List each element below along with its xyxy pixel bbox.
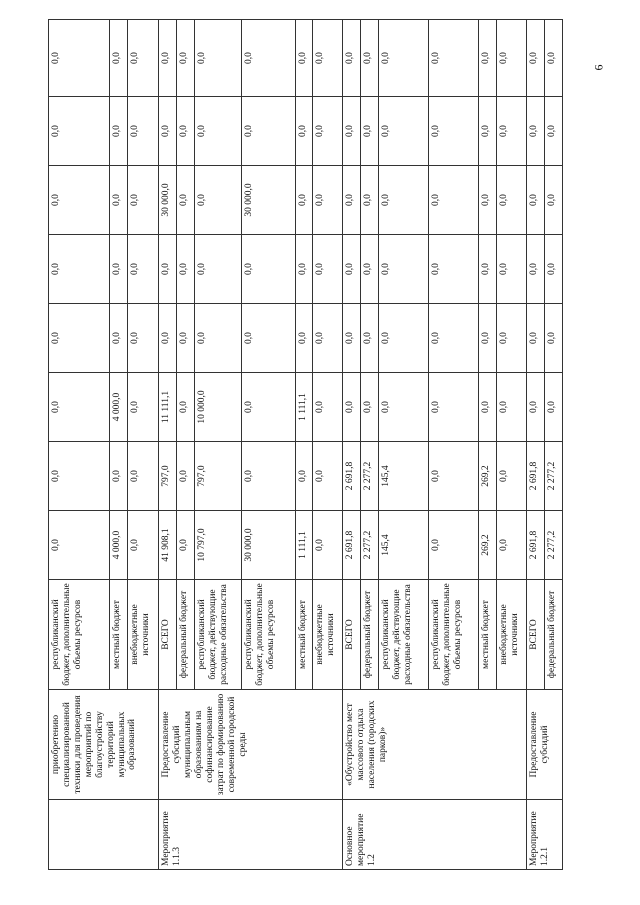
amount-cell: 797,0 (195, 442, 242, 511)
amount-cell: 11 111,1 (159, 373, 177, 442)
funding-source: местный бюджет (295, 580, 313, 690)
amount-cell: 0,0 (497, 373, 527, 442)
amount-cell: 10 797,0 (195, 511, 242, 580)
row-group-code: Мероприятие 1.2.1 (527, 800, 563, 870)
amount-cell: 0,0 (128, 235, 159, 304)
amount-cell: 2 691,8 (527, 442, 545, 511)
amount-cell: 0,0 (497, 235, 527, 304)
funding-source: республиканский бюджет, дополнительные объемы ресурсов (241, 580, 295, 690)
amount-cell: 0,0 (379, 373, 429, 442)
amount-cell: 0,0 (479, 373, 497, 442)
funding-source: республиканский бюджет, дополнительные объемы ресурсов (429, 580, 479, 690)
amount-cell: 0,0 (343, 166, 361, 235)
amount-cell: 0,0 (295, 235, 313, 304)
amount-cell: 0,0 (110, 304, 128, 373)
table-row (527, 20, 545, 870)
amount-cell: 0,0 (497, 511, 527, 580)
amount-cell: 0,0 (313, 304, 343, 373)
row-group-code: Основное мероприятие 1.2 (343, 800, 527, 870)
funding-source: внебюджетные источники (128, 580, 159, 690)
funding-source: внебюджетные источники (497, 580, 527, 690)
row-group-code: Мероприятие 1.1.3 (159, 800, 343, 870)
amount-cell: 0,0 (429, 373, 479, 442)
amount-cell: 0,0 (497, 97, 527, 166)
amount-cell: 0,0 (545, 373, 563, 442)
amount-cell: 0,0 (110, 97, 128, 166)
amount-cell: 0,0 (479, 20, 497, 97)
amount-cell: 0,0 (195, 166, 242, 235)
funding-source: внебюджетные источники (313, 580, 343, 690)
amount-cell: 0,0 (527, 235, 545, 304)
amount-cell: 0,0 (479, 304, 497, 373)
amount-cell: 0,0 (128, 166, 159, 235)
amount-cell: 0,0 (177, 511, 195, 580)
amount-cell: 0,0 (545, 166, 563, 235)
amount-cell: 0,0 (429, 166, 479, 235)
amount-cell: 2 277,2 (361, 442, 379, 511)
funding-source: республиканский бюджет, действующие расходные обязательства (195, 580, 242, 690)
funding-source: ВСЕГО (159, 580, 177, 690)
funding-source: республиканский бюджет, дополнительные объемы ресурсов (49, 580, 110, 690)
amount-cell: 0,0 (177, 442, 195, 511)
amount-cell: 0,0 (128, 97, 159, 166)
amount-cell: 2 691,8 (343, 442, 361, 511)
amount-cell: 0,0 (159, 235, 177, 304)
amount-cell: 0,0 (379, 97, 429, 166)
amount-cell: 0,0 (110, 20, 128, 97)
amount-cell: 0,0 (361, 373, 379, 442)
amount-cell: 0,0 (361, 20, 379, 97)
amount-cell: 0,0 (128, 511, 159, 580)
amount-cell: 0,0 (527, 373, 545, 442)
amount-cell: 0,0 (313, 97, 343, 166)
amount-cell: 0,0 (295, 20, 313, 97)
funding-source: местный бюджет (110, 580, 128, 690)
row-group-code (49, 800, 159, 870)
amount-cell: 0,0 (177, 20, 195, 97)
amount-cell: 0,0 (295, 97, 313, 166)
amount-cell: 0,0 (379, 166, 429, 235)
amount-cell: 0,0 (195, 304, 242, 373)
amount-cell: 0,0 (195, 20, 242, 97)
amount-cell: 0,0 (110, 442, 128, 511)
table-row (159, 20, 177, 870)
funding-source: ВСЕГО (527, 580, 545, 690)
funding-source: ВСЕГО (343, 580, 361, 690)
amount-cell: 0,0 (159, 20, 177, 97)
amount-cell: 0,0 (379, 20, 429, 97)
amount-cell: 0,0 (527, 20, 545, 97)
amount-cell: 0,0 (429, 20, 479, 97)
row-group-name: приобретению специализированной техники для проведения мероприятий по благоустройству территорий муниципальных образований (49, 690, 159, 800)
amount-cell: 0,0 (177, 304, 195, 373)
amount-cell: 0,0 (545, 20, 563, 97)
amount-cell: 0,0 (497, 442, 527, 511)
amount-cell: 0,0 (177, 166, 195, 235)
amount-cell: 0,0 (195, 97, 242, 166)
amount-cell: 0,0 (241, 373, 295, 442)
amount-cell: 0,0 (128, 373, 159, 442)
amount-cell: 30 000,0 (241, 511, 295, 580)
amount-cell: 0,0 (295, 442, 313, 511)
table-row (343, 20, 361, 870)
amount-cell: 269,2 (479, 442, 497, 511)
amount-cell: 0,0 (545, 304, 563, 373)
amount-cell: 2 277,2 (545, 511, 563, 580)
funding-source: республиканский бюджет, действующие расходные обязательства (379, 580, 429, 690)
amount-cell: 2 691,8 (527, 511, 545, 580)
table-row (49, 20, 110, 870)
amount-cell: 0,0 (241, 235, 295, 304)
amount-cell: 0,0 (159, 304, 177, 373)
amount-cell: 0,0 (361, 304, 379, 373)
funding-source: федеральный бюджет (361, 580, 379, 690)
page-number: 6 (591, 64, 606, 71)
amount-cell: 0,0 (545, 97, 563, 166)
amount-cell: 0,0 (343, 20, 361, 97)
funding-source: местный бюджет (479, 580, 497, 690)
amount-cell: 0,0 (343, 235, 361, 304)
amount-cell: 0,0 (479, 166, 497, 235)
amount-cell: 0,0 (295, 166, 313, 235)
amount-cell: 0,0 (343, 97, 361, 166)
amount-cell: 0,0 (361, 235, 379, 304)
amount-cell: 10 000,0 (195, 373, 242, 442)
amount-cell: 0,0 (159, 97, 177, 166)
amount-cell: 0,0 (313, 166, 343, 235)
amount-cell: 0,0 (429, 304, 479, 373)
amount-cell: 2 691,8 (343, 511, 361, 580)
amount-cell: 0,0 (49, 20, 110, 97)
rotated-content (48, 30, 563, 870)
amount-cell: 0,0 (527, 97, 545, 166)
row-group-name: «Обустройство мест массового отдыха населения (городских парков)» (343, 690, 527, 800)
amount-cell: 0,0 (241, 304, 295, 373)
amount-cell: 0,0 (295, 304, 313, 373)
amount-cell: 0,0 (177, 373, 195, 442)
amount-cell: 0,0 (527, 166, 545, 235)
amount-cell: 0,0 (313, 373, 343, 442)
amount-cell: 0,0 (110, 235, 128, 304)
amount-cell: 0,0 (497, 304, 527, 373)
amount-cell: 0,0 (110, 166, 128, 235)
amount-cell: 0,0 (497, 20, 527, 97)
amount-cell: 4 000,0 (110, 511, 128, 580)
amount-cell: 797,0 (159, 442, 177, 511)
amount-cell: 0,0 (313, 511, 343, 580)
amount-cell: 1 111,1 (295, 373, 313, 442)
amount-cell: 269,2 (479, 511, 497, 580)
amount-cell: 0,0 (49, 304, 110, 373)
amount-cell: 145,4 (379, 442, 429, 511)
funding-source: федеральный бюджет (545, 580, 563, 690)
amount-cell: 0,0 (479, 97, 497, 166)
amount-cell: 0,0 (49, 166, 110, 235)
amount-cell: 30 000,0 (159, 166, 177, 235)
amount-cell: 0,0 (241, 97, 295, 166)
amount-cell: 0,0 (49, 97, 110, 166)
amount-cell: 0,0 (313, 442, 343, 511)
amount-cell: 0,0 (343, 373, 361, 442)
amount-cell: 0,0 (545, 235, 563, 304)
amount-cell: 0,0 (313, 20, 343, 97)
row-group-name: Предоставление субсидий (527, 690, 563, 800)
amount-cell: 0,0 (429, 442, 479, 511)
budget-table (48, 19, 563, 870)
amount-cell: 0,0 (128, 20, 159, 97)
amount-cell: 0,0 (343, 304, 361, 373)
amount-cell: 0,0 (313, 235, 343, 304)
amount-cell: 0,0 (497, 166, 527, 235)
amount-cell: 0,0 (379, 304, 429, 373)
amount-cell: 0,0 (241, 442, 295, 511)
amount-cell: 4 000,0 (110, 373, 128, 442)
amount-cell: 0,0 (429, 511, 479, 580)
funding-source: федеральный бюджет (177, 580, 195, 690)
amount-cell: 0,0 (479, 235, 497, 304)
amount-cell: 30 000,0 (241, 166, 295, 235)
amount-cell: 0,0 (241, 20, 295, 97)
amount-cell: 0,0 (177, 97, 195, 166)
amount-cell: 0,0 (429, 235, 479, 304)
amount-cell: 1 111,1 (295, 511, 313, 580)
amount-cell: 0,0 (177, 235, 195, 304)
amount-cell: 0,0 (49, 511, 110, 580)
amount-cell: 41 908,1 (159, 511, 177, 580)
amount-cell: 0,0 (49, 373, 110, 442)
amount-cell: 0,0 (128, 304, 159, 373)
amount-cell: 0,0 (527, 304, 545, 373)
amount-cell: 2 277,2 (361, 511, 379, 580)
row-group-name: Предоставление субсидий муниципальным образованиям на софинансирование затрат по формированию современной городской среды (159, 690, 343, 800)
amount-cell: 0,0 (49, 235, 110, 304)
amount-cell: 0,0 (195, 235, 242, 304)
amount-cell: 0,0 (361, 97, 379, 166)
amount-cell: 145,4 (379, 511, 429, 580)
amount-cell: 0,0 (379, 235, 429, 304)
table-body (49, 20, 563, 870)
amount-cell: 0,0 (49, 442, 110, 511)
amount-cell: 2 277,2 (545, 442, 563, 511)
amount-cell: 0,0 (361, 166, 379, 235)
amount-cell: 0,0 (128, 442, 159, 511)
amount-cell: 0,0 (429, 97, 479, 166)
